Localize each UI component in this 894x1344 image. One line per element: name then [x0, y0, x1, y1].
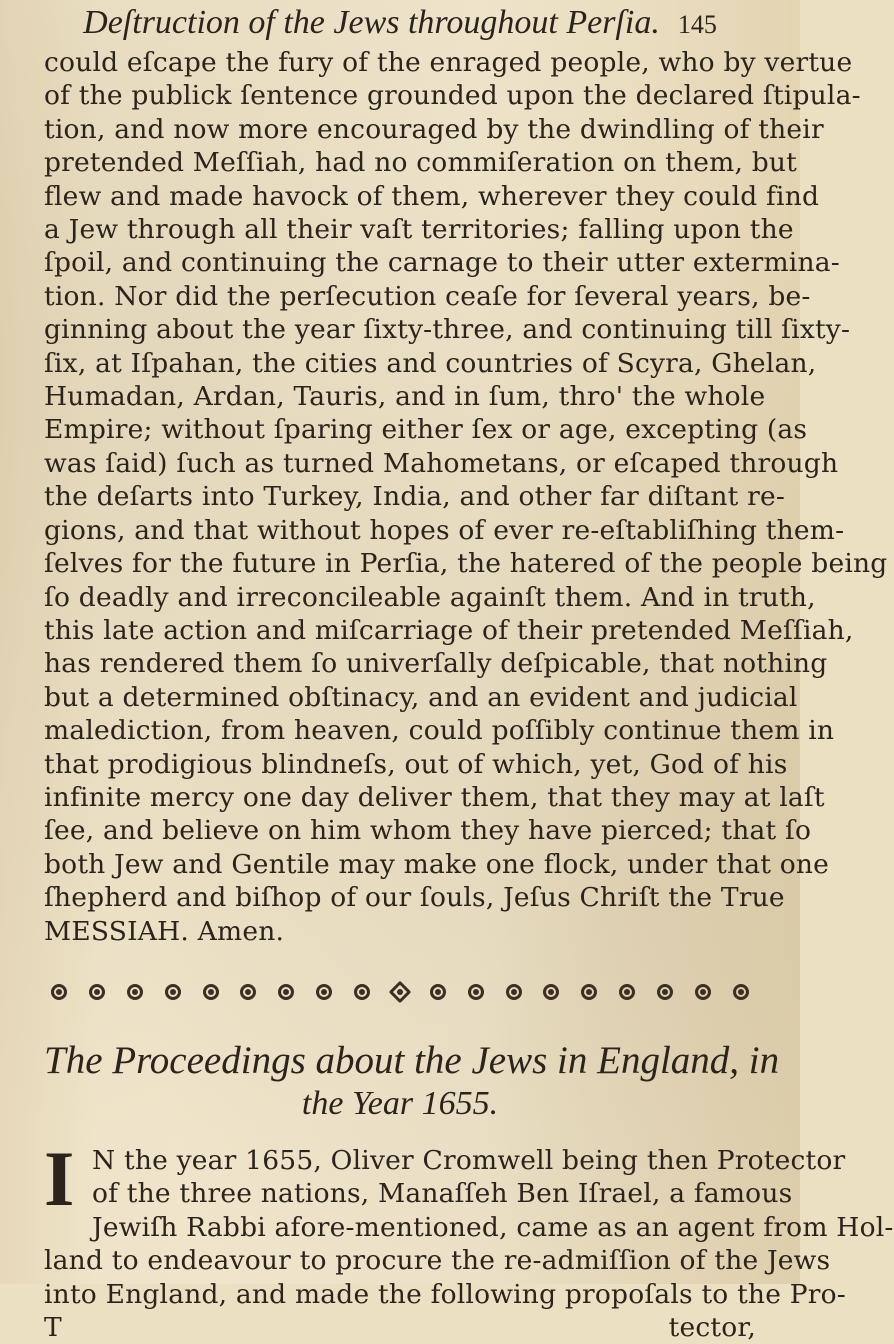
text-line: but a determined obſtinacy, and an evident and judicial — [44, 681, 798, 713]
fleuron-icon — [275, 981, 297, 1003]
section-paragraph — [44, 1134, 894, 1344]
text-line: this late action and miſcarriage of their pretended Meſſiah, — [44, 614, 854, 646]
fleuron-icon — [200, 981, 222, 1003]
text-line: ſo deadly and irreconcileable againſt them. And in truth, — [44, 581, 816, 613]
fleuron-icon — [427, 981, 449, 1003]
text-line: ginning about the year ſixty-three, and continuing till ſixty- — [44, 314, 851, 346]
text-line: ſix, at Iſpahan, the cities and countries of Scyra, Ghelan, — [44, 347, 817, 379]
fleuron-icon — [730, 981, 752, 1003]
text-line: flew and made havock of them, wherever they could find — [44, 180, 820, 212]
text-line: could eſcape the fury of the enraged people, who by vertue — [44, 47, 853, 78]
running-title: Deſtruction of the Jews throughout Perſia. — [83, 4, 660, 41]
text-line: land to endeavour to procure the re-admiſſion of the Jews — [44, 1245, 831, 1277]
fleuron-icon — [351, 981, 373, 1003]
text-line: gions, and that without hopes of ever re-eſtabliſhing them- — [44, 514, 845, 546]
fleuron-icon — [692, 981, 714, 1003]
fleuron-icon — [540, 981, 562, 1003]
section-text — [44, 1134, 894, 1344]
text-line: has rendered them ſo univerſally deſpicable, that nothing — [44, 648, 828, 680]
section-subtitle: the Year 1655. — [301, 1084, 499, 1122]
text-line: that prodigious blindneſs, out of which, yet, God of his — [44, 748, 788, 780]
text-line: MESSIAH. Amen. — [44, 915, 285, 947]
text-line: Humadan, Ardan, Tauris, and in ſum, thro' the whole — [44, 381, 766, 413]
text-line: malediction, from heaven, could poſſibly continue them in — [44, 715, 835, 747]
fleuron-icon — [616, 981, 638, 1003]
fleuron-icon — [124, 981, 146, 1003]
text-line: ſpoil, and continuing the carnage to their utter extermina- — [44, 247, 840, 279]
text-line: infinite mercy one day deliver them, that they may at laſt — [44, 781, 825, 813]
text-line: tion. Nor did the perſecution ceaſe for ſeveral years, be- — [44, 280, 811, 312]
text-line: ſhepherd and biſhop of our ſouls, Jeſus Chriſt the True — [44, 882, 785, 914]
text-line: a Jew through all their vaſt territories; falling upon the — [44, 214, 794, 246]
text-line: ſee, and believe on him whom they have pierced; that ſo — [44, 815, 812, 847]
fleuron-icon — [654, 981, 676, 1003]
page-number: 145 — [677, 10, 717, 39]
text-line: Jewiſh Rabbi afore-mentioned, came as an agent from Hol- — [92, 1211, 894, 1243]
text-line: ſelves for the future in Perſia, the hatered of the people being — [44, 548, 888, 580]
fleuron-icon — [237, 981, 259, 1003]
fleuron-icon — [465, 981, 487, 1003]
fleuron-center-icon — [389, 981, 411, 1003]
text-line: N the year 1655, Oliver Cromwell being then Protector — [92, 1144, 846, 1176]
text-line: the deſarts into Turkey, India, and other far diſtant re- — [44, 481, 785, 513]
fleuron-icon — [313, 981, 335, 1003]
drop-cap: I — [44, 1134, 75, 1222]
text-line: into England, and made the following propoſals to the Pro- — [44, 1278, 846, 1310]
text-line: tion, and now more encouraged by the dwindling of their — [44, 113, 824, 145]
fleuron-icon — [162, 981, 184, 1003]
text-line: of the publick ſentence grounded upon the declared ſtipula- — [44, 80, 861, 112]
text-line: of the three nations, Manaſſeh Ben Iſrael, a famous — [92, 1178, 793, 1210]
text-line: pretended Meſſiah, had no commiſeration on them, but — [44, 147, 798, 179]
text-line: T tector, — [44, 1312, 756, 1343]
fleuron-icon — [86, 981, 108, 1003]
text-line: was ſaid) ſuch as turned Mahometans, or eſcaped through — [44, 447, 839, 479]
text-line: both Jew and Gentile may make one flock, under that one — [44, 848, 830, 880]
fleuron-icon — [48, 981, 70, 1003]
ornament-rule — [44, 962, 756, 1022]
fleuron-icon — [578, 981, 600, 1003]
running-head — [44, 4, 756, 46]
text-line: Empire; without ſparing either ſex or age, excepting (as — [44, 414, 808, 446]
section-title: The Proceedings about the Jews in England, in — [44, 1038, 780, 1082]
fleuron-icon — [503, 981, 525, 1003]
body-paragraph — [44, 46, 888, 948]
